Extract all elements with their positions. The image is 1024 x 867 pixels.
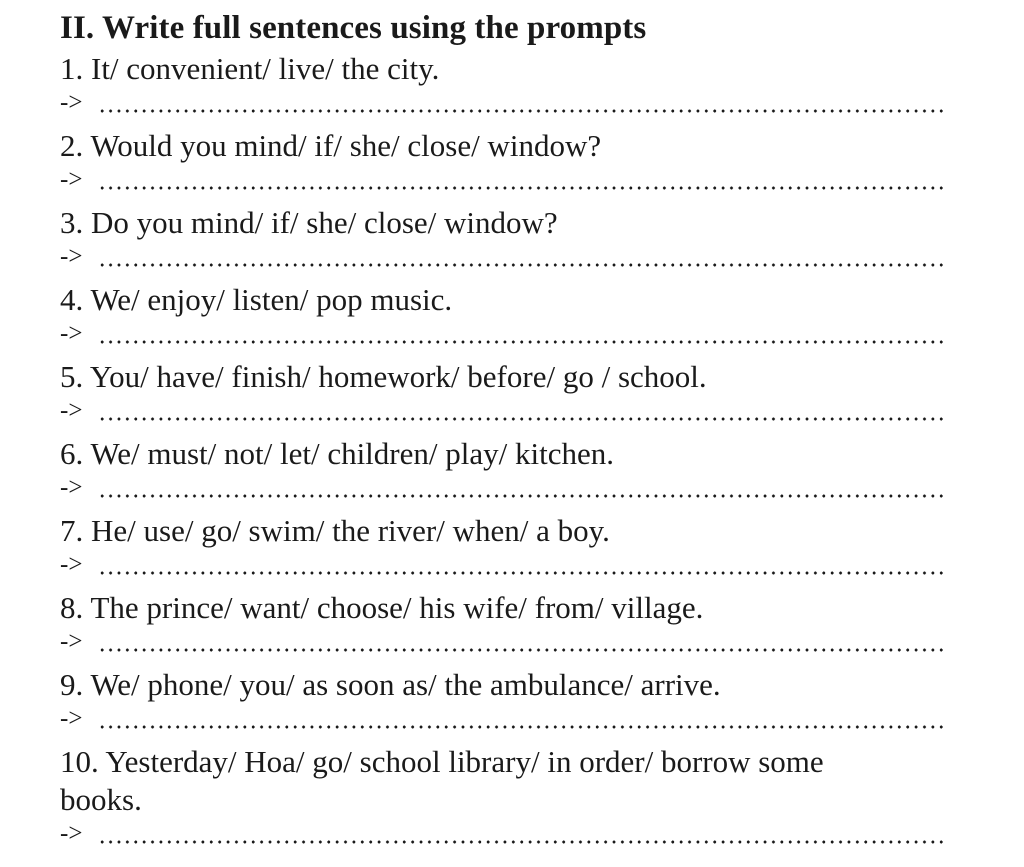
exercise-prompt: 5. You/ have/ finish/ homework/ before/ go / school.	[60, 359, 707, 394]
answer-arrow: ->	[60, 89, 83, 116]
exercise-prompt: 7. He/ use/ go/ swim/ the river/ when/ a boy.	[60, 513, 610, 548]
answer-arrow: ->	[60, 628, 83, 655]
exercise-item-1	[60, 50, 960, 118]
answer-arrow: ->	[60, 166, 83, 193]
answer-line	[60, 627, 945, 657]
exercise-item-8	[60, 589, 960, 657]
dotted-blank	[98, 725, 945, 729]
exercise-prompt: 1. It/ convenient/ live/ the city.	[60, 51, 440, 86]
answer-line	[60, 819, 945, 849]
exercise-item-6	[60, 435, 960, 503]
answer-line	[60, 165, 945, 195]
exercise-prompt: 6. We/ must/ not/ let/ children/ play/ kitchen.	[60, 436, 614, 471]
answer-arrow: ->	[60, 820, 83, 847]
exercise-prompt: 10. Yesterday/ Hoa/ go/ school library/ in order/ borrow some books.	[60, 744, 824, 817]
exercise-item-2	[60, 127, 960, 195]
answer-arrow: ->	[60, 705, 83, 732]
section-heading: II. Write full sentences using the prompts	[60, 10, 647, 46]
dotted-blank	[98, 263, 945, 267]
dotted-blank	[98, 648, 945, 652]
answer-line	[60, 704, 945, 734]
dotted-blank	[98, 109, 945, 113]
answer-arrow: ->	[60, 320, 83, 347]
dotted-blank	[98, 340, 945, 344]
exercise-item-7	[60, 512, 960, 580]
answer-arrow: ->	[60, 397, 83, 424]
exercise-item-10	[60, 743, 960, 849]
answer-line	[60, 473, 945, 503]
answer-arrow: ->	[60, 474, 83, 501]
dotted-blank	[98, 186, 945, 190]
exercise-item-3	[60, 204, 960, 272]
answer-line	[60, 550, 945, 580]
exercise-prompt: 3. Do you mind/ if/ she/ close/ window?	[60, 205, 558, 240]
exercise-item-4	[60, 281, 960, 349]
dotted-blank	[98, 571, 945, 575]
exercise-prompt: 8. The prince/ want/ choose/ his wife/ from/ village.	[60, 590, 704, 625]
answer-line	[60, 319, 945, 349]
exercise-prompt: 2. Would you mind/ if/ she/ close/ window?	[60, 128, 602, 163]
exercise-prompt: 9. We/ phone/ you/ as soon as/ the ambulance/ arrive.	[60, 667, 721, 702]
exercise-prompt: 4. We/ enjoy/ listen/ pop music.	[60, 282, 453, 317]
answer-line	[60, 396, 945, 426]
answer-line	[60, 88, 945, 118]
dotted-blank	[98, 494, 945, 498]
answer-line	[60, 242, 945, 272]
dotted-blank	[98, 417, 945, 421]
answer-arrow: ->	[60, 243, 83, 270]
exercise-item-5	[60, 358, 960, 426]
exercise-item-9	[60, 666, 960, 734]
answer-arrow: ->	[60, 551, 83, 578]
dotted-blank	[98, 840, 945, 844]
